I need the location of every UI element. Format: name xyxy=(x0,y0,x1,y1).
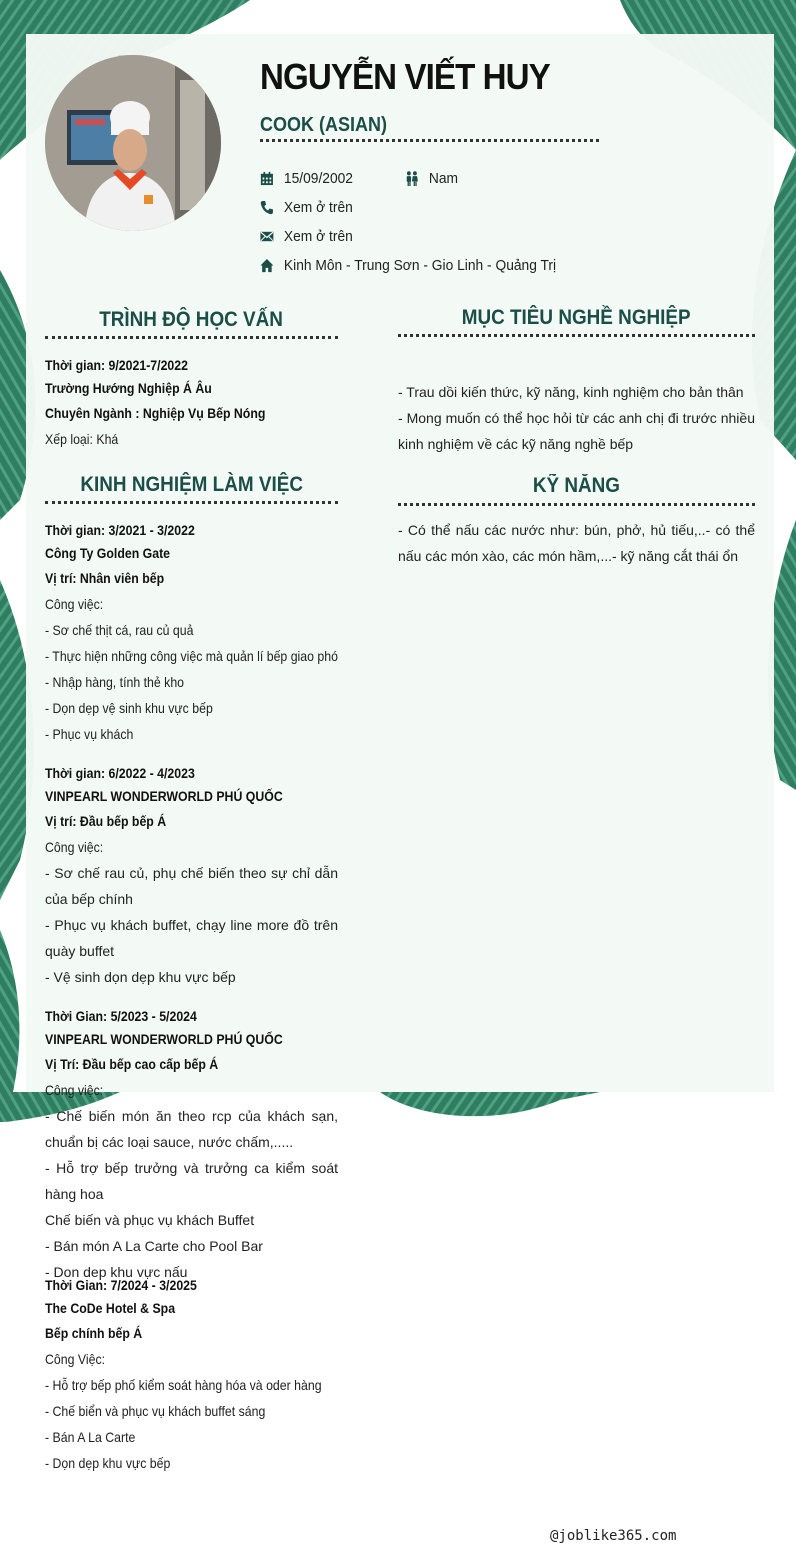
job-company: VINPEARL WONDERWORLD PHÚ QUỐC xyxy=(45,1031,283,1047)
job-work-label: Công Việc: xyxy=(45,1351,106,1367)
phone-value: Xem ở trên xyxy=(283,199,353,216)
title-divider xyxy=(260,139,599,142)
experience-divider xyxy=(45,501,338,504)
phone-icon xyxy=(260,200,274,215)
job-duty: - Chế biến món ăn theo rcp của khách sạn, chuẩn bị các loại sauce, nước chấm,..... xyxy=(45,1108,338,1150)
skills-text: - Có thể nấu các nước như: bún, phở, hủ tiếu,..- có thể nấu các món xào, các món hầm,...- kỹ năng cắt thái ổn xyxy=(398,522,755,564)
people-icon xyxy=(405,171,419,186)
job-position: Bếp chính bếp Á xyxy=(45,1325,143,1341)
email-row xyxy=(260,228,353,245)
job-duty: Chế biến và phục vụ khách Buffet xyxy=(45,1212,255,1228)
education-school: Trường Hướng Nghiệp Á Âu xyxy=(45,380,212,396)
birthdate-value: 15/09/2002 xyxy=(283,170,353,187)
candidate-name: NGUYỄN VIẾT HUY xyxy=(260,56,550,97)
address-row xyxy=(260,257,556,274)
job-duties xyxy=(45,1103,338,1285)
job-duty: - Phục vụ khách buffet, chạy line more đồ trên quày buffet xyxy=(45,917,338,959)
job-company: The CoDe Hotel & Spa xyxy=(45,1300,176,1316)
phone-row xyxy=(260,199,353,216)
birthdate-row xyxy=(260,170,353,187)
education-time: Thời gian: 9/2021-7/2022 xyxy=(45,357,188,373)
job-time: Thời gian: 6/2022 - 4/2023 xyxy=(45,765,195,781)
job-company: Công Ty Golden Gate xyxy=(45,545,171,561)
avatar xyxy=(45,55,221,231)
email-value: Xem ở trên xyxy=(283,228,353,245)
job-duty: - Bán món A La Carte cho Pool Bar xyxy=(45,1238,263,1254)
job-duty: - Chế biển và phục vụ khách buffet sáng xyxy=(45,1403,266,1419)
job-position: Vị trí: Nhân viên bếp xyxy=(45,570,165,586)
job-duty: - Hỗ trợ bếp phố kiểm soát hàng hóa và oder hàng xyxy=(45,1377,322,1393)
job-position: Vị trí: Đầu bếp bếp Á xyxy=(45,813,167,829)
job-duties xyxy=(45,860,338,990)
job-time: Thời Gian: 5/2023 - 5/2024 xyxy=(45,1008,197,1024)
address-value: Kinh Môn - Trung Sơn - Gio Linh - Quảng Trị xyxy=(283,257,557,274)
job-time: Thời gian: 3/2021 - 3/2022 xyxy=(45,522,195,538)
job-duty: - Hỗ trợ bếp trưởng và trưởng ca kiểm soát hàng hoa xyxy=(45,1160,338,1202)
job-duty: - Vệ sinh dọn dẹp khu vực bếp xyxy=(45,969,236,985)
objective-title: MỤC TIÊU NGHỀ NGHIỆP xyxy=(462,306,691,329)
job-duty: - Thực hiện những công việc mà quản lí bếp giao phó xyxy=(45,648,338,664)
job-position: Vị Trí: Đầu bếp cao cấp bếp Á xyxy=(45,1056,219,1072)
gender-value: Nam xyxy=(428,170,459,187)
gender-row xyxy=(405,170,458,187)
job-duty: - Sơ chế rau củ, phụ chế biến theo sự chỉ dẫn của bếp chính xyxy=(45,865,338,907)
job-work-label: Công việc: xyxy=(45,596,104,612)
education-major: Chuyên Ngành : Nghiệp Vụ Bếp Nóng xyxy=(45,405,266,421)
job-title: COOK (ASIAN) xyxy=(260,114,387,136)
envelope-icon xyxy=(260,229,274,244)
job-duty: - Bán A La Carte xyxy=(45,1429,136,1445)
footer-handle: @joblike365.com xyxy=(550,1528,677,1544)
education-title: TRÌNH ĐỘ HỌC VẤN xyxy=(99,308,284,331)
job-duty: - Don dep khu vực nấu xyxy=(45,1264,188,1280)
home-icon xyxy=(260,258,274,273)
job-duty: - Nhập hàng, tính thẻ kho xyxy=(45,674,185,690)
calendar-icon xyxy=(260,171,274,186)
job-work-label: Công việc: xyxy=(45,1082,104,1098)
objective-divider xyxy=(398,334,755,337)
job-company: VINPEARL WONDERWORLD PHÚ QUỐC xyxy=(45,788,283,804)
skills-title: KỸ NĂNG xyxy=(532,474,621,497)
job-duty: - Dọn dẹp khu vực bếp xyxy=(45,1455,171,1471)
objective-line: - Trau dồi kiến thức, kỹ năng, kinh nghiệm cho bản thân xyxy=(398,384,744,400)
experience-title: KINH NGHIỆM LÀM VIỆC xyxy=(80,473,303,496)
job-duty: - Sơ chế thịt cá, rau củ quả xyxy=(45,622,194,638)
job-work-label: Công việc: xyxy=(45,839,104,855)
education-divider xyxy=(45,336,338,339)
education-grade: Xếp loại: Khá xyxy=(45,431,119,447)
objective-text xyxy=(398,379,755,457)
job-duty: - Phục vụ khách xyxy=(45,726,134,742)
job-duty: - Dọn dẹp vệ sinh khu vực bếp xyxy=(45,700,213,716)
objective-line: - Mong muốn có thể học hỏi từ các anh chị đi trước nhiều kinh nghiệm về các kỹ năng nghề bếp xyxy=(398,410,755,452)
skills-divider xyxy=(398,503,755,506)
job-time: Thời Gian: 7/2024 - 3/2025 xyxy=(45,1277,197,1293)
